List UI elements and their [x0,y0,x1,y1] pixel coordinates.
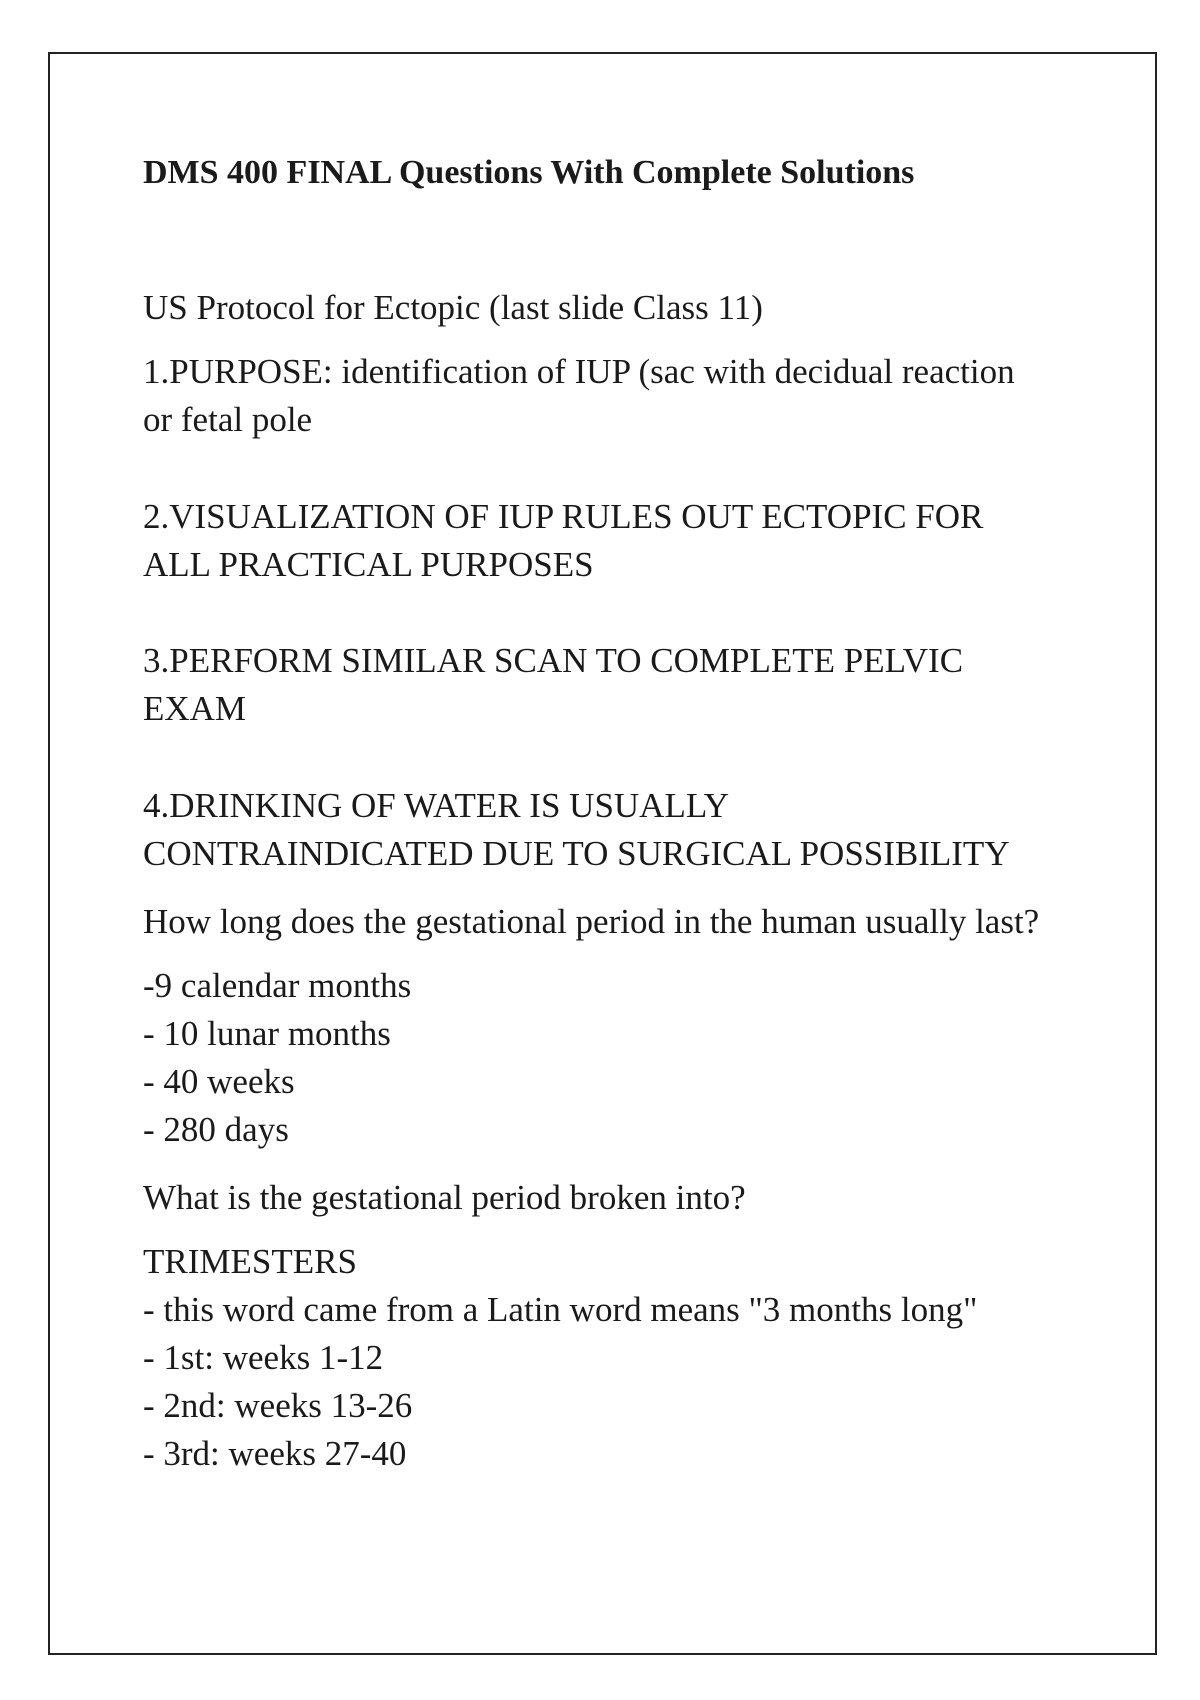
text-line: -9 calendar months [143,966,412,1005]
answer-trimesters [143,1238,1073,1478]
text-line: - this word came from a Latin word means "3 months long" [143,1290,978,1329]
question-gestational-length [143,898,1073,946]
protocol-item-2 [143,493,1073,589]
protocol-item-3 [143,637,1073,733]
protocol-item-4 [143,782,1073,878]
question-gestational-division [143,1174,1073,1222]
text-line: 4.DRINKING OF WATER IS USUALLY [143,786,729,825]
text-line: TRIMESTERS [143,1242,357,1281]
text-line: 2.VISUALIZATION OF IUP RULES OUT ECTOPIC FOR [143,497,984,536]
answer-gestational-length [143,962,1073,1154]
text-line: or fetal pole [143,400,313,439]
document-title: DMS 400 FINAL Questions With Complete Solutions [143,154,915,191]
text-line: 3.PERFORM SIMILAR SCAN TO COMPLETE PELVIC [143,641,964,680]
text-line: - 10 lunar months [143,1014,391,1053]
text-line: CONTRAINDICATED DUE TO SURGICAL POSSIBILITY [143,834,1010,873]
text-line: EXAM [143,689,247,728]
text-line: - 2nd: weeks 13-26 [143,1386,413,1425]
text-line: How long does the gestational period in the human usually last? [143,902,1040,941]
text-line: ALL PRACTICAL PURPOSES [143,545,594,584]
text-line: - 280 days [143,1110,289,1149]
text-line: 1.PURPOSE: identification of IUP (sac with decidual reaction [143,352,1015,391]
protocol-item-1 [143,348,1073,444]
text-line: - 3rd: weeks 27-40 [143,1434,407,1473]
text-line: US Protocol for Ectopic (last slide Class 11) [143,288,763,327]
text-line: What is the gestational period broken into? [143,1178,746,1217]
text-line: - 1st: weeks 1-12 [143,1338,384,1377]
protocol-heading [143,284,1073,332]
text-line: - 40 weeks [143,1062,295,1101]
